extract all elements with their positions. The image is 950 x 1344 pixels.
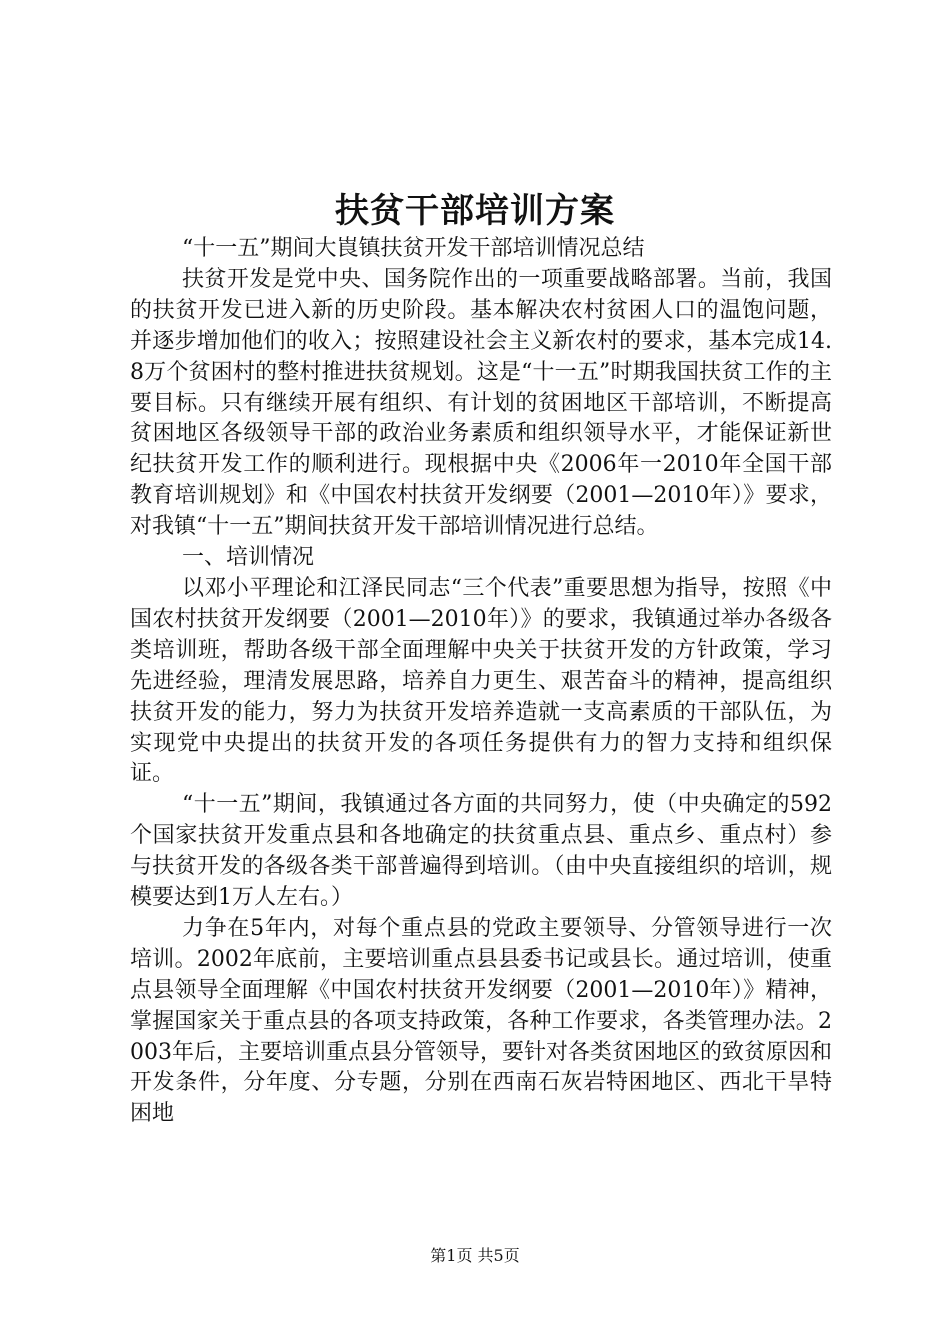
plan-paragraph: 力争在5年内，对每个重点县的党政主要领导、分管领导进行一次培训。2002年底前，主要培训重点县县委书记或县长。通过培训，使重点县领导全面理解《中国农村扶贫开发纲要（2001—2010年）》精神，掌握国家关于重点县的各项支持政策，各种工作要求，各类管理办法。2003年后，主要培训重点县分管领导，要针对各类贫困地区的致贫原因和开发条件，分年度、分专题，分别在西南石灰岩特困地区、西北干旱特困地	[130, 915, 832, 1127]
results-paragraph: “十一五”期间，我镇通过各方面的共同努力，使（中央确定的592个国家扶贫开发重点县和各地确定的扶贫重点县、重点乡、重点村）参与扶贫开发的各级各类干部普遍得到培训。（由中央直接组织的培训，规模要达到1万人左右。）	[130, 792, 832, 911]
subtitle-paragraph: “十一五”期间大崀镇扶贫开发干部培训情况总结	[182, 236, 645, 261]
document-title: 扶贫干部培训方案	[335, 191, 615, 231]
section-heading: 一、培训情况	[182, 545, 315, 571]
page-indicator: 第1页 共5页	[430, 1246, 520, 1265]
document-body	[130, 234, 832, 1130]
intro-paragraph: 扶贫开发是党中央、国务院作出的一项重要战略部署。当前，我国的扶贫开发已进入新的历史阶段。基本解决农村贫困人口的温饱问题，并逐步增加他们的收入；按照建设社会主义新农村的要求，基本完成14.8万个贫困村的整村推进扶贫规划。这是“十一五”时期我国扶贫工作的主要目标。只有继续开展有组织、有计划的贫困地区干部培训，不断提高贫困地区各级领导干部的政治业务素质和组织领导水平，才能保证新世纪扶贫开发工作的顺利进行。现根据中央《2006年一2010年全国干部教育培训规划》和《中国农村扶贫开发纲要（2001—2010年）》要求，对我镇“十一五”期间扶贫开发干部培训情况进行总结。	[130, 266, 832, 540]
guidance-paragraph: 以邓小平理论和江泽民同志“三个代表”重要思想为指导，按照《中国农村扶贫开发纲要（2001—2010年）》的要求，我镇通过举办各级各类培训班，帮助各级干部全面理解中央关于扶贫开发的方针政策，学习先进经验，理清发展思路，培养自力更生、艰苦奋斗的精神，提高组织扶贫开发的能力，努力为扶贫开发培养造就一支高素质的干部队伍，为实现党中央提出的扶贫开发的各项任务提供有力的智力支持和组织保证。	[130, 575, 832, 787]
